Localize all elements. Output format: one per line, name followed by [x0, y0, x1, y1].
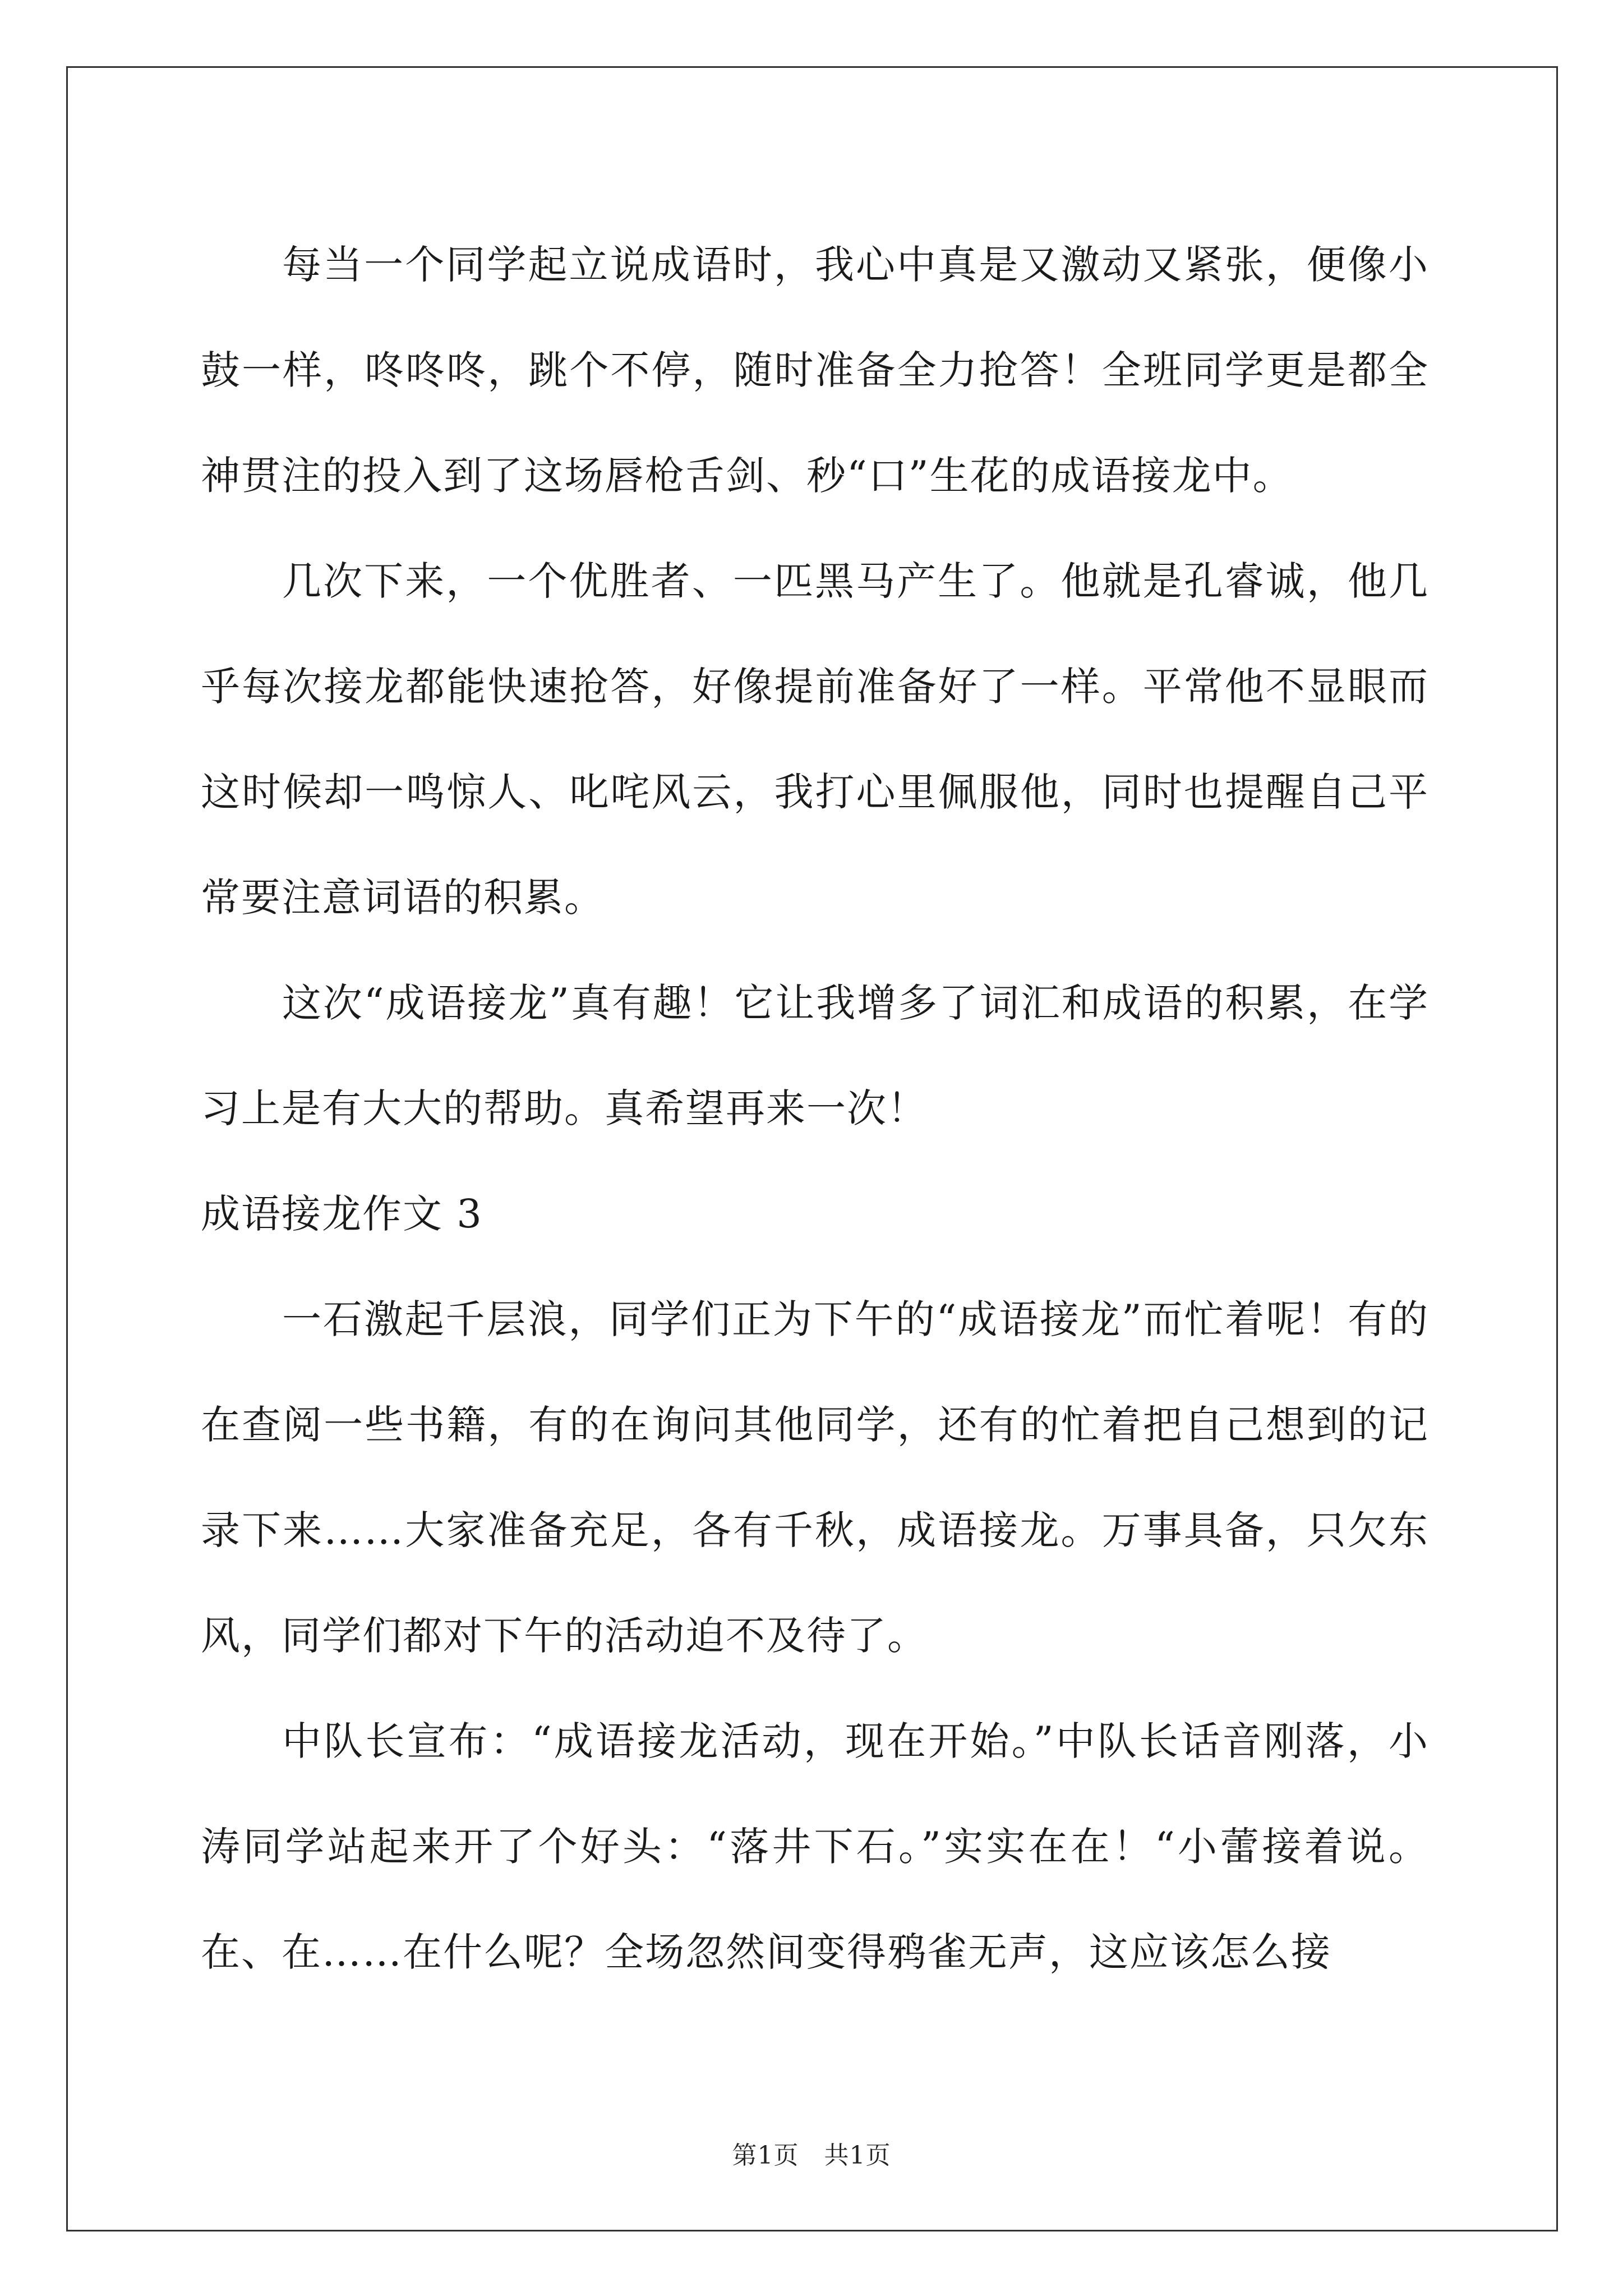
paragraph: 一石激起千层浪，同学们正为下午的“成语接龙”而忙着呢！有的在查阅一些书籍，有的在询问其他同学，还有的忙着把自己想到的记录下来……大家准备充足，各有千秋，成语接龙。万事具备，只欠东风，同学们都对下午的活动迫不及待了。: [201, 1296, 1429, 1659]
page-footer: 第1页 共1页: [732, 2141, 891, 2170]
document-body: [201, 212, 1429, 2005]
paragraph: 中队长宣布：“成语接龙活动，现在开始。”中队长话音刚落，小涛同学站起来开了个好头：“落井下石。”实实在在！“小蕾接着说。在、在……在什么呢？全场忽然间变得鸦雀无声，这应该怎么接: [201, 1718, 1429, 1975]
paragraph: 这次“成语接龙”真有趣！它让我增多了词汇和成语的积累，在学习上是有大大的帮助。真希望再来一次！: [201, 980, 1429, 1131]
section-heading: 成语接龙作文 3: [201, 1191, 483, 1237]
paragraph: 每当一个同学起立说成语时，我心中真是又激动又紧张，便像小鼓一样，咚咚咚，跳个不停，随时准备全力抢答！全班同学更是都全神贯注的投入到了这场唇枪舌剑、秒“口”生花的成语接龙中。: [201, 242, 1429, 499]
paragraph: 几次下来，一个优胜者、一匹黑马产生了。他就是孔睿诚，他几乎每次接龙都能快速抢答，好像提前准备好了一样。平常他不显眼而这时候却一鸣惊人、叱咤风云，我打心里佩服他，同时也提醒自己平常要注意词语的积累。: [201, 558, 1429, 921]
